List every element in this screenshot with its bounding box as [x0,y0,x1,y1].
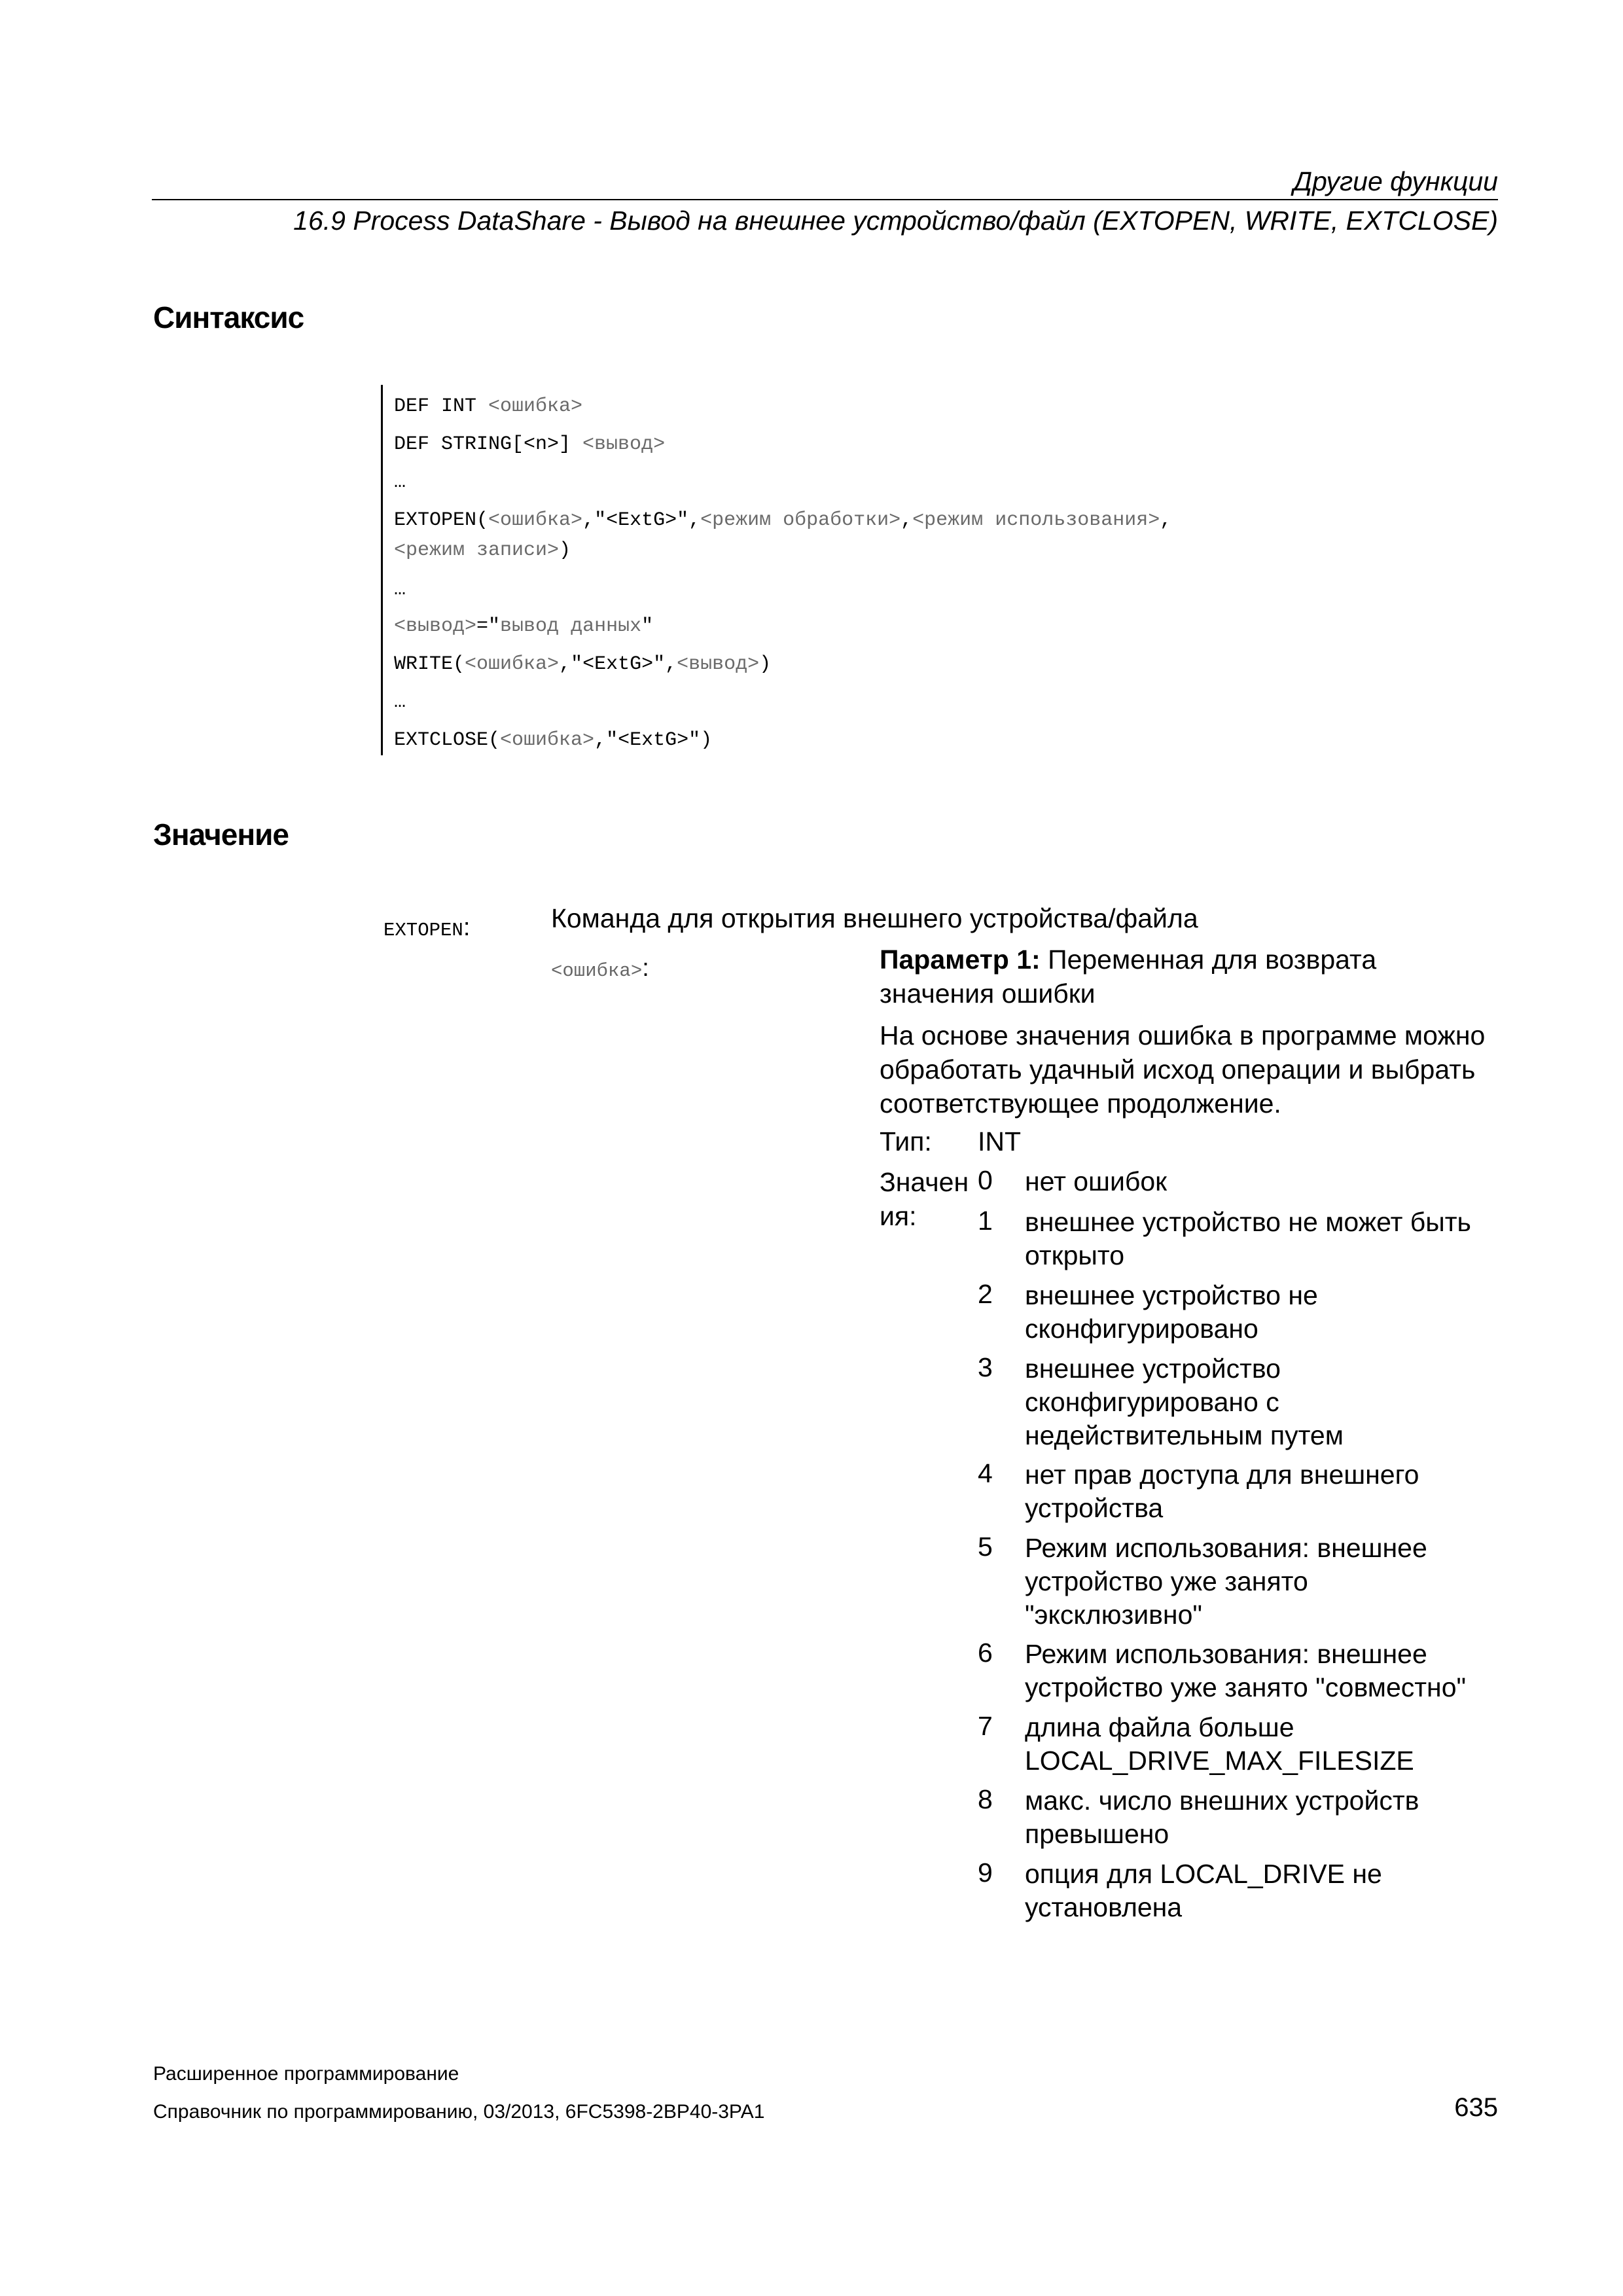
error-value-line: устройство уже занято "совместно" [1025,1672,1467,1702]
code-line [394,691,406,713]
error-value-number: 7 [978,1711,993,1741]
error-value-line: превышено [1025,1819,1169,1849]
code-line [394,395,582,418]
syntax-heading: Синтаксис [153,300,304,334]
code-variable: <режим обработки> [700,509,901,531]
error-value-line: устройства [1025,1493,1164,1523]
type-label: Тип: [880,1126,932,1157]
error-value-number: 0 [978,1165,993,1195]
code-keyword: EXTCLOSE( [394,729,501,751]
code-line [394,579,406,601]
code-keyword: =" [476,615,501,637]
header-rule [152,199,1498,200]
error-value-line: длина файла больше [1025,1712,1294,1742]
code-keyword: ,"<ExtG>") [594,729,713,751]
code-variable: <вывод> [394,615,477,637]
code-variable: <режим записи> [394,539,560,562]
code-variable: <ошибка> [488,395,583,418]
values-label: Значен ия: [880,1167,969,1231]
keyword-description: Команда для открытия внешнего устройства/файла [551,903,1198,933]
code-keyword: DEF INT [394,395,489,418]
error-value-number: 1 [978,1206,993,1236]
error-value-line: Режим использования: внешнее [1025,1639,1427,1669]
code-keyword: EXTOPEN( [394,509,489,531]
error-value-line: макс. число внешних устройств [1025,1785,1419,1816]
error-value-line: внешнее устройство не [1025,1280,1318,1310]
error-value-line: внешнее устройство [1025,1354,1281,1384]
error-value-description [1025,1165,1522,1198]
error-value-line: сконфигурировано [1025,1314,1258,1344]
error-value-line: устройство уже занято [1025,1566,1308,1596]
error-value-description [1025,1352,1522,1452]
code-line [394,509,1171,531]
code-variable: <вывод> [677,653,760,675]
error-value-line: сконфигурировано с [1025,1387,1279,1417]
error-value-description [1025,1279,1522,1346]
error-value-line: недействительным путем [1025,1420,1344,1450]
code-block-bar [381,385,383,755]
code-keyword: ) [759,653,772,675]
keyword-name: EXTOPEN: [383,914,471,941]
error-value-number: 4 [978,1458,993,1488]
section-title: 16.9 Process DataShare - Вывод на внешнее устройство/файл (EXTOPEN, WRITE, EXTCLOSE) [293,206,1498,236]
code-line [394,653,771,675]
error-value-description [1025,1857,1522,1924]
code-line [394,615,653,637]
code-variable: <ошибка> [488,509,583,531]
code-keyword: ,"<ExtG>", [559,653,677,675]
code-keyword: ,"<ExtG>", [582,509,701,531]
error-value-line: LOCAL_DRIVE_MAX_FILESIZE [1025,1746,1414,1776]
code-keyword: … [394,579,406,601]
chapter-title: Другие функции [1293,166,1498,196]
meaning-heading: Значение [153,817,289,852]
error-value-line: нет ошибок [1025,1166,1168,1196]
error-value-line: установлена [1025,1892,1183,1922]
type-value: INT [978,1126,1022,1157]
code-keyword: ) [559,539,571,562]
param-description: Параметр 1: Переменная для возврата значения ошибки [880,944,1377,1009]
error-value-number: 3 [978,1352,993,1382]
error-value-description [1025,1206,1522,1272]
param-explanation: На основе значения ошибка в программе можно обработать удачный исход операции и выбрать соответствующее продолжение. [880,1020,1486,1119]
code-variable: <ошибка> [500,729,595,751]
footer-book-title: Расширенное программирование [153,2063,459,2085]
code-line [394,729,712,751]
code-keyword: DEF STRING[<n>] [394,433,583,456]
error-value-line: внешнее устройство не может быть [1025,1207,1471,1237]
error-value-number: 9 [978,1857,993,1888]
code-keyword: , [1160,509,1172,531]
param-label: Параметр 1: [880,944,1041,975]
code-variable: <ошибка> [465,653,560,675]
code-keyword: … [394,471,406,493]
error-value-description [1025,1458,1522,1525]
code-line [394,471,406,493]
error-value-number: 5 [978,1532,993,1562]
error-value-description [1025,1532,1522,1632]
page-number: 635 [1454,2093,1498,2122]
code-variable: <режим использования> [912,509,1160,531]
param-name: <ошибка>: [551,954,649,982]
error-value-description [1025,1638,1522,1704]
error-value-description [1025,1711,1522,1778]
error-value-number: 6 [978,1638,993,1668]
error-value-number: 8 [978,1784,993,1814]
code-variable: вывод данных [500,615,642,637]
code-variable: <вывод> [582,433,666,456]
code-keyword: , [901,509,913,531]
error-value-number: 2 [978,1279,993,1309]
error-value-line: нет прав доступа для внешнего [1025,1460,1419,1490]
error-value-line: Режим использования: внешнее [1025,1533,1427,1563]
error-value-line: "эксклюзивно" [1025,1600,1202,1630]
code-line [394,433,665,456]
error-value-description [1025,1784,1522,1851]
code-keyword: " [641,615,654,637]
code-keyword: … [394,691,406,713]
footer-reference: Справочник по программированию, 03/2013, 6FC5398-2BP40-3PA1 [153,2101,765,2123]
code-keyword: WRITE( [394,653,465,675]
error-value-line: открыто [1025,1240,1125,1270]
error-value-line: опция для LOCAL_DRIVE не [1025,1859,1382,1889]
code-line [394,539,571,562]
